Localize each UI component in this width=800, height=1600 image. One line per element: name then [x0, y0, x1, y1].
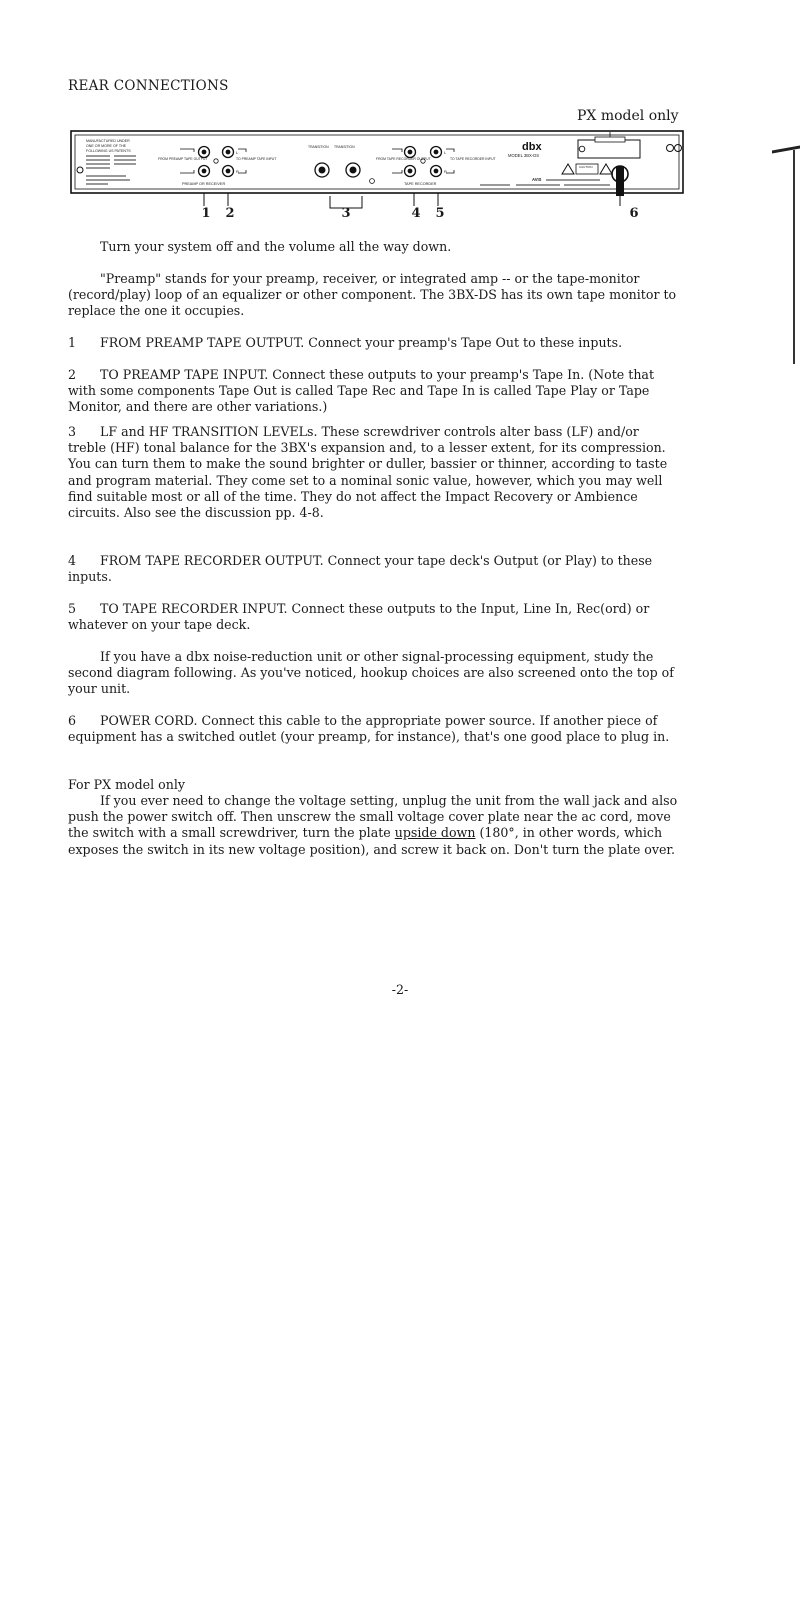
model-label: MODEL 3BX-DS	[508, 153, 540, 158]
item-2-text: TO PREAMP TAPE INPUT. Connect these outputs to your preamp's Tape In. (Note that with some components Tape Out is called Tape Rec and Tape In is called Tape Play or Tape Monitor, and there are other variations.)	[68, 367, 655, 415]
patent-line-3: FOLLOWING US PATENTS	[86, 149, 131, 153]
item-1-number: 1	[68, 335, 77, 350]
preamp-in-label: TO PREAMP TAPE INPUT	[236, 157, 277, 161]
patent-line-1: MANUFACTURED UNDER	[86, 139, 130, 143]
page-number: -2-	[391, 982, 409, 997]
preamp-channel-l: L	[236, 150, 239, 155]
preamp-out-label: FROM PREAMP TAPE OUTPUT	[158, 157, 208, 161]
preamp-receiver-label: PREAMP OR RECEIVER	[182, 182, 226, 186]
item-2-number: 2	[68, 367, 77, 382]
item-5-number: 5	[68, 601, 77, 616]
item-4-paragraph	[68, 553, 678, 585]
rear-panel-diagram	[70, 130, 684, 196]
px-model-label: PX model only	[577, 108, 679, 124]
item-6-text: POWER CORD. Connect this cable to the appropriate power source. If another piece of equipment has a switched outlet (your preamp, for instance), that's one good place to plug in.	[68, 713, 670, 745]
callout-3: 3	[341, 206, 351, 221]
item-3-paragraph	[68, 424, 678, 521]
intro-paragraph: Turn your system off and the volume all the way down.	[100, 239, 452, 254]
patent-line-2: ONE OR MORE OF THE	[86, 144, 127, 148]
tape-channel-l: L	[444, 150, 447, 155]
callout-4: 4	[411, 206, 421, 221]
px-text-part-1: If you ever need to change the voltage setting, unplug the unit from the wall jack and also push the power switch off. Then unscrew the small voltage cover plate near the ac cord, move the switch with a small screwdriver, turn the plate	[68, 793, 678, 841]
callout-5: 5	[435, 206, 445, 221]
callout-6: 6	[629, 206, 639, 221]
px-text-part-2: (180°, in other words, which exposes the switch in its new voltage position), and screw it back on. Don't turn the plate over.	[68, 825, 676, 857]
tape-channel-r: R	[444, 169, 447, 174]
callout-2: 2	[225, 206, 235, 221]
callout-1: 1	[201, 206, 211, 221]
scan-edge-mark	[772, 146, 800, 154]
px-text-underlined: upside down	[394, 825, 476, 841]
px-model-paragraph	[68, 793, 678, 858]
brand-logo: dbx	[522, 141, 542, 153]
item-3-number: 3	[68, 424, 77, 439]
scan-edge-line	[793, 150, 795, 364]
item-6-paragraph	[68, 713, 678, 745]
transition-label-hf: TRANSITION	[334, 145, 355, 149]
preamp-definition-paragraph: "Preamp" stands for your preamp, receiver, or integrated amp -- or the tape-monitor (record/play) loop of an equalizer or other component. The 3BX-DS has its own tape monitor to replace the one it occupies.	[68, 271, 677, 319]
tape-recorder-label: TAPE RECORDER	[404, 182, 437, 186]
item-2-paragraph	[68, 367, 678, 416]
tape-out-label: FROM TAPE RECORDER OUTPUT	[376, 157, 431, 161]
item-6-number: 6	[68, 713, 77, 728]
item-1-text: FROM PREAMP TAPE OUTPUT. Connect your preamp's Tape Out to these inputs.	[100, 335, 623, 350]
px-model-heading: For PX model only	[68, 777, 186, 792]
item-5-paragraph	[68, 601, 678, 633]
dbx-note-paragraph: If you have a dbx noise-reduction unit or other signal-processing equipment, study the second diagram following. As you've noticed, hookup choices are also screened onto the top of your unit.	[68, 649, 674, 697]
item-1-paragraph	[68, 335, 678, 351]
power-cord	[616, 166, 624, 196]
item-4-text: FROM TAPE RECORDER OUTPUT. Connect your tape deck's Output (or Play) to these inputs.	[68, 553, 653, 585]
preamp-channel-r: R	[236, 169, 239, 174]
item-3-text: LF and HF TRANSITION LEVELs. These screwdriver controls alter bass (LF) and/or treble (HF) tonal balance for the 3BX's expansion and, to a lesser extent, for its compression. You can turn them to make the sound brighter or duller, bassier or thinner, according to taste and program material. They come set to a nominal sonic value, however, which you may well find suitable most or all of the time. They do not affect the Impact Recovery or Ambience circuits. Also see the discussion pp. 4-8.	[68, 424, 668, 521]
item-5-text: TO TAPE RECORDER INPUT. Connect these outputs to the Input, Line In, Rec(ord) or whatever on your tape deck.	[68, 601, 650, 633]
tape-in-label: TO TAPE RECORDER INPUT	[450, 157, 496, 161]
avis-label: AVIS	[532, 177, 542, 182]
voltage-selector-plate	[595, 137, 625, 142]
item-4-number: 4	[68, 553, 77, 568]
callout-leader-lines	[0, 196, 800, 214]
section-heading: REAR CONNECTIONS	[68, 78, 229, 94]
transition-label-lf: TRANSITION	[308, 145, 329, 149]
caution-label: CAUTION	[579, 165, 593, 169]
